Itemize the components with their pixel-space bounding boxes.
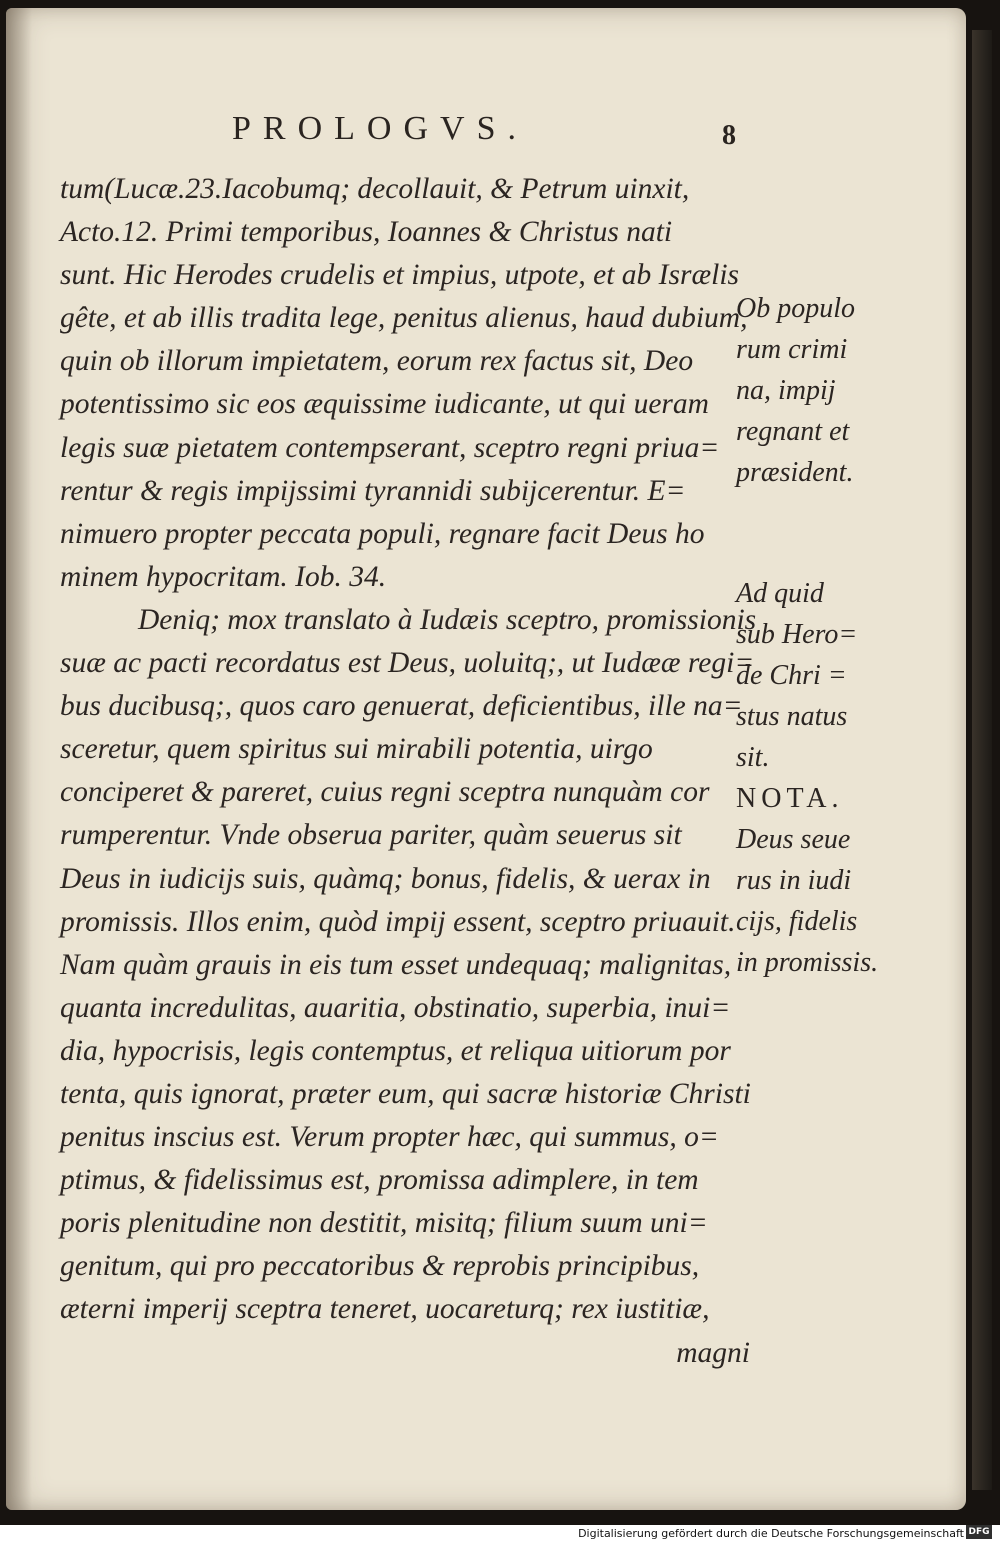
text-line: ptimus, & fidelissimus est, promissa adimplere, in tem [60,1164,699,1197]
text-line: æterni imperij sceptra teneret, uocareturq; rex iustitiæ, [60,1293,710,1326]
catchword: magni [676,1336,750,1369]
text-line: poris plenitudine non destitit, misitq; filium suum uni= [60,1207,708,1240]
text-line: Nam quàm grauis in eis tum esset undequaq; malignitas, [60,948,732,981]
text-line: conciperet & pareret, cuius regni sceptra nunquàm cor [60,776,710,809]
marginal-line: rus in iudi [736,865,852,896]
text-line: legis suæ pietatem contempserant, sceptro regni priua= [60,431,720,464]
text-line: genitum, qui pro peccatoribus & reprobis principibus, [60,1250,700,1283]
gutter-shadow [6,8,32,1510]
marginal-line: stus natus [736,701,848,732]
text-line: rentur & regis impijssimi tyrannidi subijcerentur. E= [60,474,686,507]
marginal-line: regnant et [736,416,850,447]
marginal-line: Deus seue [736,824,851,855]
running-head: PROLOGVS. [232,110,528,147]
marginal-line: rum crimi [736,334,848,365]
page-header [0,110,1000,160]
marginal-line: Ob populo [736,293,855,324]
text-line: sceretur, quem spiritus sui mirabili potentia, uirgo [60,733,653,766]
marginal-line: sub Hero= [736,619,858,650]
text-line: Acto.12. Primi temporibus, Ioannes & Christus nati [60,216,673,249]
text-line: quanta incredulitas, auaritia, obstinatio, superbia, inui= [60,991,731,1024]
text-line: minem hypocritam. Iob. 34. [60,560,387,593]
marginal-line: sit. [736,742,770,773]
text-line: quin ob illorum impietatem, eorum rex factus sit, Deo [60,345,694,378]
marginal-line: in promissis. [736,947,879,978]
text-line: sunt. Hic Herodes crudelis et impius, utpote, et ab Isrælis [60,259,739,292]
text-line: suæ ac pacti recordatus est Deus, uoluitq;, ut Iudææ regi= [60,647,755,680]
dfg-logo: DFG [966,1525,992,1539]
text-line: tenta, quis ignorat, præter eum, qui sacræ historiæ Christi [60,1077,751,1110]
page-number: 8 [722,120,736,151]
text-line: nimuero propter peccata populi, regnare facit Deus ho [60,517,705,550]
marginal-line: præsident. [736,457,854,488]
text-line: dia, hypocrisis, legis contemptus, et reliqua uitiorum por [60,1034,731,1067]
marginal-line: NOTA. [736,783,844,814]
marginal-line: cijs, fidelis [736,906,858,937]
marginal-note-2 [736,573,886,983]
page-edge [972,30,992,1490]
text-line: penitus inscius est. Verum propter hæc, qui summus, o= [60,1121,719,1154]
text-line: gête, et ab illis tradita lege, penitus alienus, haud dubium, [60,302,748,335]
text-line: bus ducibusq;, quos caro genuerat, deficientibus, ille na= [60,690,743,723]
text-line: rumperentur. Vnde obserua pariter, quàm seuerus sit [60,819,682,852]
text-line: Deniq; mox translato à Iudæis sceptro, promissionis [138,603,757,636]
digitization-credit: Digitalisierung gefördert durch die Deutsche Forschungsgemeinschaft [578,1527,964,1540]
text-line: tum(Lucæ.23.Iacobumq; decollauit, & Petrum uinxit, [60,173,690,205]
text-line: potentissimo sic eos æquissime iudicante, ut qui ueram [60,388,709,421]
main-text-block [60,168,757,1375]
marginal-line: Ad quid [736,578,824,609]
text-line: Deus in iudicijs suis, quàmq; bonus, fidelis, & uerax in [60,862,711,895]
marginal-line: na, impij [736,375,836,406]
text-line: promissis. Illos enim, quòd impij essent, sceptro priuauit. [60,905,736,938]
marginal-line: de Chri = [736,660,847,691]
marginal-note-1 [736,288,886,493]
